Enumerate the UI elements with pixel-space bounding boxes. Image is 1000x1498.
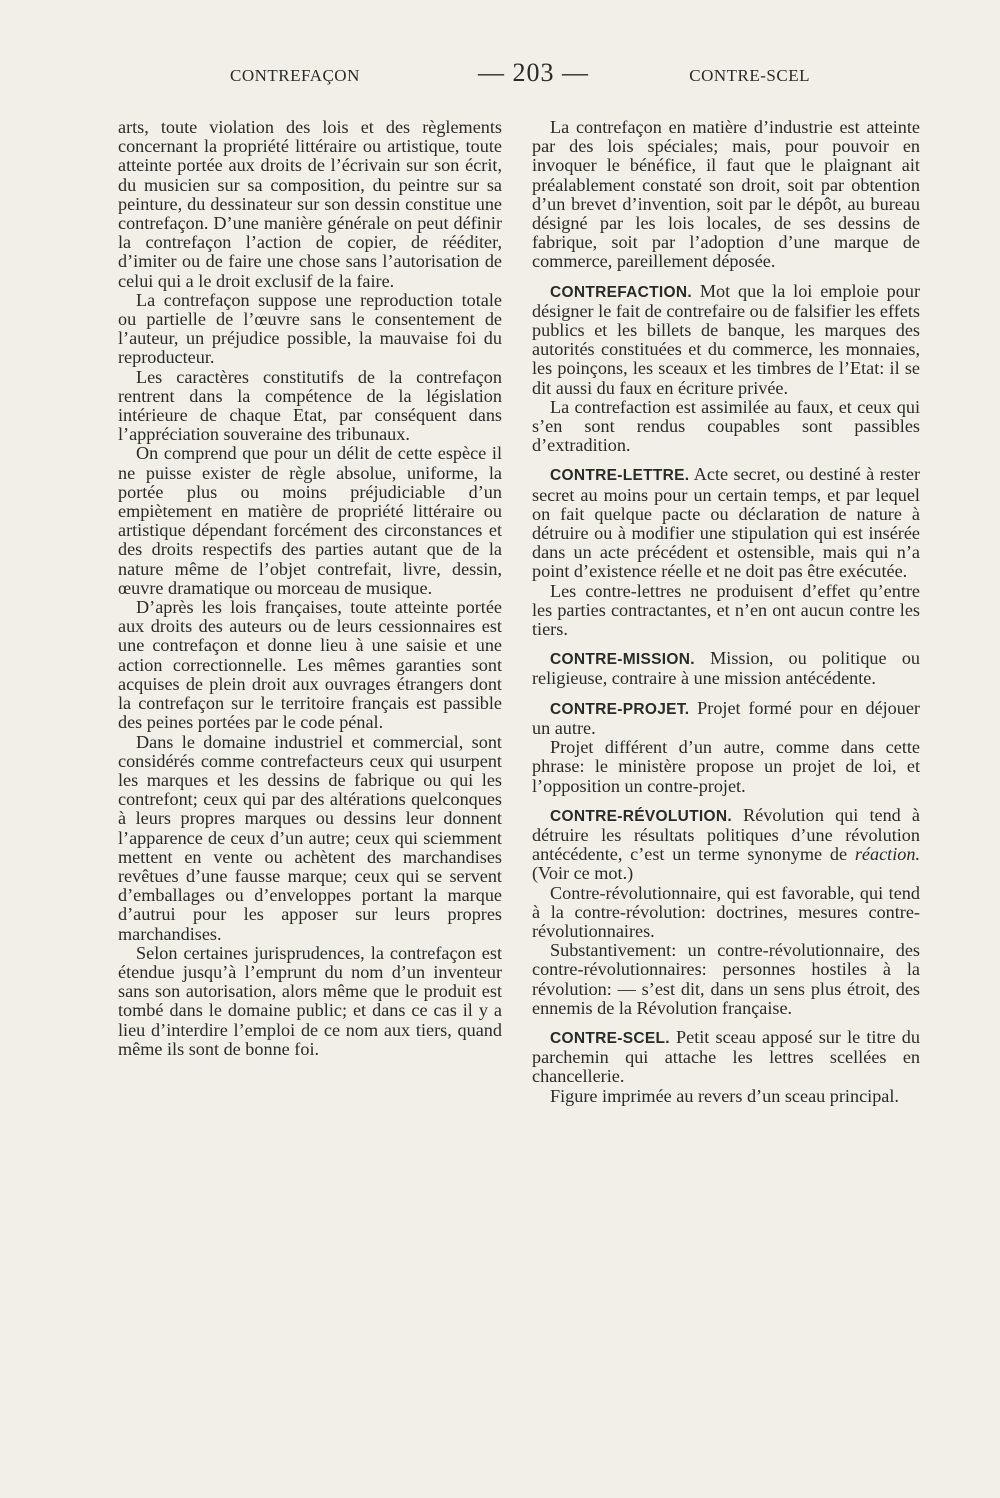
paragraph: Figure imprimée au revers d’un sceau principal. <box>550 1085 899 1106</box>
entry-contre-scel <box>532 1028 920 1087</box>
entry-contre-mission <box>532 649 920 688</box>
headword: CONTRE-MISSION. <box>550 651 695 669</box>
definition: Acte secret, ou destiné à rester secret au moins pour un certain temps, et par lequel on fait quelque pacte ou déclaration de nature à détruire ou à modifier une stipulation qui est insérée dans un acte précédent et ostensible, mais qui n’a point d’existence réelle et ne doit pas être exécutée. <box>532 464 920 582</box>
paragraph: D’après les lois françaises, toute atteinte portée aux droits des auteurs ou de leurs cessionnaires est une contrefaçon et donne lieu à une saisie et une action correctionnelle. Les mêmes garanties sont acquises de plein droit aux ouvrages étrangers dont la contrefaçon sur le territoire français est passible des peines portées par le code pénal. <box>118 597 502 733</box>
definition: Mission, ou politique ou religieuse, contraire à une mission antécédente. <box>532 648 921 689</box>
right-column <box>532 118 920 1106</box>
entry-contrefaction <box>532 282 920 398</box>
page-number: — 203 — <box>478 58 589 87</box>
paragraph: Les caractères constitutifs de la contrefaçon rentrent dans la compétence de la législation intérieure de chaque Etat, par conséquent dans l’appréciation souveraine des tribunaux. <box>118 366 502 445</box>
paragraph: La contrefaction est assimilée au faux, et ceux qui s’en sont rendus coupables sont passibles d’extradition. <box>532 396 920 456</box>
headword: CONTRE-PROJET. <box>550 700 690 718</box>
paragraph: La contrefaçon en matière d’industrie est atteinte par des lois spéciales; mais, pour pouvoir en invoquer le bénéfice, il faut que le plaignant ait préalablement constaté son droit, soit par obtention d’un brevet d’invention, soit par le dépôt, au bureau désigné par les lois locales, de ses dessins de fabrique, soit par l’adoption d’une marque de commerce, pareillement déposée. <box>532 117 920 272</box>
paragraph: On comprend que pour un délit de cette espèce il ne puisse exister de règle absolue, uniforme, la portée plus ou moins préjudiciable d’un empiètement en matière de propriété littéraire ou artistique dépendant forcément des circonstances et des droits respectifs des parties autant que de la nature même de l’objet contrefait, livre, dessin, œuvre dramatique ou morceau de musique. <box>118 443 502 598</box>
entry-contre-revolution <box>532 806 920 884</box>
running-head <box>230 58 810 90</box>
paragraph: Contre-révolutionnaire, qui est favorable, qui tend à la contre-révolution: doctrines, mesures contre-révolutionnaires. <box>532 882 920 941</box>
entry-contre-projet <box>532 699 920 738</box>
paragraph: arts, toute violation des lois et des règlements concernant la propriété littéraire ou artistique, toute atteinte portée aux droits de l’écrivain sur son écrit, du musicien sur sa composition, du peintre sur sa peinture, du dessinateur sur son dessin constitue une contrefaçon. D’une manière générale on peut définir la contrefaçon l’action de copier, de rééditer, d’imiter ou de faire une chose sans l’autorisation de celui qui a le droit exclusif de la faire. <box>118 117 502 291</box>
entry-contre-lettre <box>532 465 920 581</box>
paragraph: Projet différent d’un autre, comme dans cette phrase: le ministère propose un projet de loi, et l’opposition un contre-projet. <box>532 737 920 796</box>
headword: CONTRE-LETTRE. <box>550 467 690 485</box>
paragraph: Les contre-lettres ne produisent d’effet qu’entre les parties contractantes, et n’en ont aucun contre les tiers. <box>532 580 920 640</box>
left-column <box>118 118 502 1059</box>
headword: CONTRE-SCEL. <box>550 1029 670 1047</box>
definition: Révolution qui tend à détruire les résultats politiques d’une révolution antécédente, c’est un terme synonyme de <box>532 804 920 865</box>
paragraph: La contrefaçon suppose une reproduction totale ou partielle de l’œuvre sans le consentement de l’auteur, un préjudice possible, la mauvaise foi du reproducteur. <box>118 289 502 368</box>
paragraph: Selon certaines jurisprudences, la contrefaçon est étendue jusqu’à l’emprunt du nom d’un inventeur sans son autorisation, alors même que le produit est tombé dans le domaine public; et dans ce cas il y a lieu d’interdire l’emploi de ce nom aux tiers, quand même ils sont de bonne foi. <box>118 942 502 1059</box>
definition: Mot que la loi emploie pour désigner le fait de contrefaire ou de falsifier les effets publics et les billets de banque, les marques des autorités constituées et du commerce, les monnaies, les poinçons, les sceaux et les timbres de l’Etat: il se dit aussi du faux en écriture privée. <box>532 280 921 398</box>
paragraph: Substantivement: un contre-révolutionnaire, des contre-révolutionnaires: personnes hostiles à la révolution: — s’est dit, dans un sens plus étroit, des ennemis de la Révolution française. <box>532 940 920 1018</box>
header-right-word: CONTRE-SCEL <box>689 66 810 85</box>
definition: Petit sceau apposé sur le titre du parchemin qui attache les lettres scellées en chancellerie. <box>532 1026 920 1087</box>
header-left-word: CONTREFAÇON <box>230 66 360 85</box>
headword: CONTREFACTION. <box>550 283 692 301</box>
definition: Projet formé pour en déjouer un autre. <box>532 697 920 738</box>
paragraph: Dans le domaine industriel et commercial, sont considérés comme contrefacteurs ceux qui usurpent les marques et les dessins de fabrique ou qui les contrefont; ceux qui par des altérations quelconques à leurs propres marques ou dessins leur donnent l’apparence de ceux d’un autre; ceux qui sciemment mettent en vente ou achètent des marchandises revêtues d’une fausse marque; ceux qui se servent d’emballages ou d’enveloppes portant la marque d’autrui pour les apposer sur leurs propres marchandises. <box>118 731 502 944</box>
headword: CONTRE-RÉVOLUTION. <box>550 807 732 825</box>
definition-end: (Voir ce mot.) <box>532 863 634 884</box>
italic-term: réaction. <box>854 844 920 865</box>
